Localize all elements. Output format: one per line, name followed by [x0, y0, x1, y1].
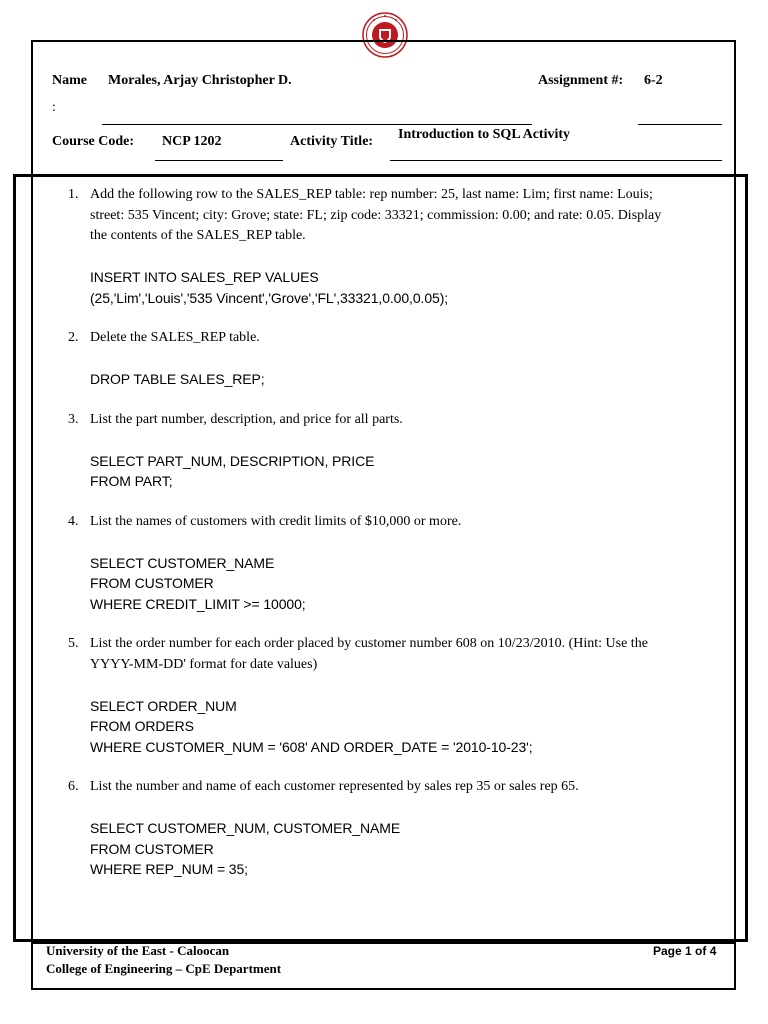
course-code-value: NCP 1202: [162, 134, 222, 149]
question-text: Add the following row to the SALES_REP table: rep number: 25, last name: Lim; first name: Louis; street: 535 Vincent; city: Grove; state: FL; zip code: 33321; commission: 0.00; and rate: 0.05. Display the contents of the SALES_REP table.: [90, 187, 662, 243]
list-item: [40, 410, 680, 492]
item-number: 5.: [68, 636, 79, 651]
footer-college: College of Engineering – CpE Department: [46, 961, 282, 976]
sql-line: WHERE CREDIT_LIMIT >= 10000;: [90, 595, 306, 612]
sql-line: SELECT PART_NUM, DESCRIPTION, PRICE: [90, 452, 375, 469]
assignment-value: 6-2: [644, 73, 663, 88]
name-colon: :: [52, 100, 56, 115]
question-text: Delete the SALES_REP table.: [90, 330, 260, 345]
question-text: List the order number for each order placed by customer number 608 on 10/23/2010. (Hint: Use the YYYY-MM-DD' format for date values): [90, 636, 648, 672]
sql-answer: [90, 818, 680, 880]
activity-title-label: Activity Title:: [290, 134, 374, 149]
sql-line: FROM CUSTOMER: [90, 840, 214, 857]
page-prefix: Page: [653, 944, 686, 958]
assignment-label: Assignment #:: [538, 73, 624, 88]
sql-line: FROM CUSTOMER: [90, 575, 214, 591]
item-number: 1.: [68, 187, 79, 202]
footer-university: University of the East - Caloocan: [46, 943, 230, 958]
name-label: Name: [52, 73, 87, 88]
sql-answer: [90, 267, 680, 308]
item-number: 2.: [68, 330, 79, 345]
sql-line: SELECT ORDER_NUM: [90, 697, 237, 714]
page-of: of: [691, 944, 710, 958]
list-item: [40, 777, 680, 880]
question-text: List the part number, description, and price for all parts.: [90, 411, 403, 427]
item-number: 6.: [68, 779, 79, 794]
sql-line: FROM ORDERS: [90, 718, 194, 734]
name-underline: [102, 124, 532, 125]
list-item: [40, 328, 680, 390]
sql-line: WHERE CUSTOMER_NUM = '608' AND ORDER_DATE = '2010-10-23';: [90, 738, 533, 755]
sql-line: INSERT INTO SALES_REP VALUES: [90, 269, 319, 285]
list-item: [40, 634, 680, 757]
sql-line: WHERE REP_NUM = 35;: [90, 861, 248, 877]
item-number: 3.: [68, 411, 79, 427]
assignment-underline: [638, 124, 722, 125]
activity-title-value: Introduction to SQL Activity: [398, 127, 571, 142]
course-code-underline: [155, 160, 283, 161]
sql-answer: [90, 369, 680, 390]
name-value: Morales, Arjay Christopher D.: [108, 73, 292, 88]
page-current: 1: [685, 944, 692, 958]
sql-answer: [90, 696, 680, 758]
item-number: 4.: [68, 513, 79, 529]
sql-line: SELECT CUSTOMER_NUM, CUSTOMER_NAME: [90, 820, 401, 836]
activity-title-underline: [390, 160, 722, 161]
question-text: List the number and name of each customer represented by sales rep 35 or sales rep 65.: [90, 779, 579, 794]
list-item: [40, 512, 680, 615]
sql-line: DROP TABLE SALES_REP;: [90, 371, 265, 387]
question-text: List the names of customers with credit limits of $10,000 or more.: [90, 513, 462, 529]
page-number: [653, 944, 716, 958]
sql-answer: [90, 451, 680, 492]
page-total: 4: [709, 944, 717, 958]
sql-line: (25,'Lim','Louis','535 Vincent','Grove','FL',33321,0.00,0.05);: [90, 289, 449, 306]
sql-line: SELECT CUSTOMER_NAME: [90, 554, 275, 571]
list-item: [40, 185, 680, 308]
sql-line: FROM PART;: [90, 473, 173, 489]
course-code-label: Course Code:: [52, 134, 135, 149]
question-list: [40, 185, 680, 900]
sql-answer: [90, 553, 680, 615]
